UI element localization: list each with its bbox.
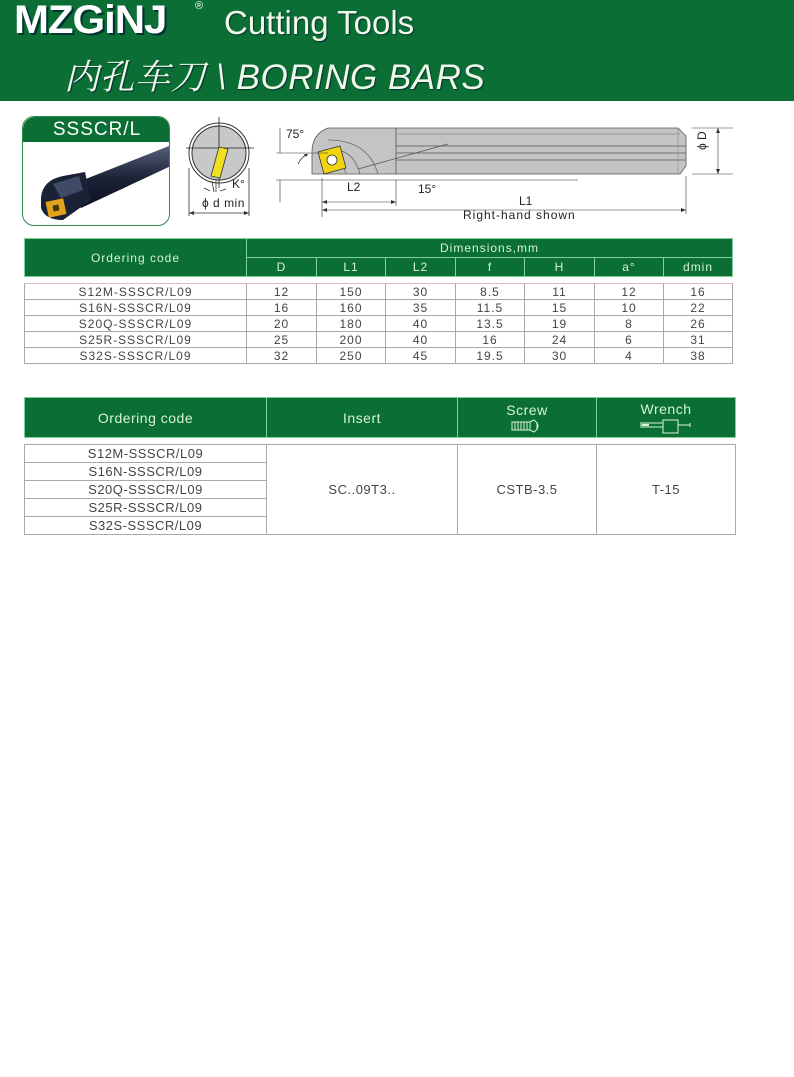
insert-header: Insert (267, 398, 458, 438)
cell-h: 15 (525, 300, 595, 316)
parts-table (24, 397, 736, 535)
l2-label: L2 (347, 180, 361, 194)
side-view-diagram (268, 122, 738, 222)
cell-l1: 150 (317, 284, 386, 300)
cell-d: 32 (247, 348, 317, 364)
cell-a: 4 (595, 348, 664, 364)
cell-f: 11.5 (456, 300, 525, 316)
cell-h: 24 (525, 332, 595, 348)
dimensions-group-header: Dimensions,mm (247, 239, 733, 258)
cell-dmin: 22 (664, 300, 733, 316)
cell-l2: 45 (386, 348, 456, 364)
header-subtitle: 内孔车刀 \ BORING BARS (64, 58, 486, 97)
col-header-dmin: dmin (664, 258, 733, 277)
cell-l2: 30 (386, 284, 456, 300)
k-angle-label: K° (232, 177, 245, 191)
table-row (25, 348, 733, 364)
ordering-code-header: Ordering code (25, 239, 247, 277)
ordering-code-cell: S32S-SSSCR/L09 (25, 348, 247, 364)
l1-label: L1 (519, 194, 533, 208)
angle-15-label: 15° (418, 182, 437, 196)
angle-75-label: 75° (286, 127, 305, 141)
ordering-code-cell: S20Q-SSSCR/L09 (25, 481, 267, 499)
table-row (25, 445, 736, 463)
ordering-code-cell: S25R-SSSCR/L09 (25, 332, 247, 348)
cell-d: 12 (247, 284, 317, 300)
ordering-code-cell: S20Q-SSSCR/L09 (25, 316, 247, 332)
table-row (25, 332, 733, 348)
dimensions-table (24, 238, 733, 364)
cell-f: 8.5 (456, 284, 525, 300)
table-row (25, 300, 733, 316)
cell-d: 25 (247, 332, 317, 348)
screw-header-label: Screw (506, 402, 548, 418)
table-row (25, 284, 733, 300)
ordering-code-cell: S32S-SSSCR/L09 (25, 517, 267, 535)
cell-l1: 160 (317, 300, 386, 316)
diameter-d-label: ϕ D (695, 131, 709, 150)
col-header-l1: L1 (317, 258, 386, 277)
cell-f: 19.5 (456, 348, 525, 364)
cell-d: 20 (247, 316, 317, 332)
cell-h: 30 (525, 348, 595, 364)
cell-f: 13.5 (456, 316, 525, 332)
cell-h: 19 (525, 316, 595, 332)
dmin-label: ϕ d min (202, 196, 245, 210)
col-header-a: a° (595, 258, 664, 277)
table-row (25, 316, 733, 332)
insert-cell: SC..09T3.. (267, 445, 458, 535)
screw-cell: CSTB-3.5 (458, 445, 597, 535)
ordering-code-cell: S25R-SSSCR/L09 (25, 499, 267, 517)
header-banner (0, 0, 794, 101)
screw-header (458, 398, 597, 438)
cell-l1: 180 (317, 316, 386, 332)
cell-a: 8 (595, 316, 664, 332)
cell-dmin: 16 (664, 284, 733, 300)
ordering-code-cell: S16N-SSSCR/L09 (25, 463, 267, 481)
product-photo-card (22, 116, 170, 226)
wrench-cell: T-15 (597, 445, 736, 535)
cell-l2: 40 (386, 316, 456, 332)
cell-l1: 200 (317, 332, 386, 348)
boring-bar-photo-icon (23, 142, 170, 226)
screw-icon (510, 419, 544, 433)
wrench-header (597, 398, 736, 438)
registered-mark: ® (195, 0, 204, 12)
ordering-code-cell: S12M-SSSCR/L09 (25, 445, 267, 463)
cell-l1: 250 (317, 348, 386, 364)
col-header-l2: L2 (386, 258, 456, 277)
model-label: SSSCR/L (23, 117, 170, 142)
cell-a: 6 (595, 332, 664, 348)
col-header-h: H (525, 258, 595, 277)
cell-d: 16 (247, 300, 317, 316)
cell-dmin: 31 (664, 332, 733, 348)
cell-l2: 35 (386, 300, 456, 316)
cell-a: 10 (595, 300, 664, 316)
header-title: Cutting Tools (224, 4, 415, 41)
right-hand-caption: Right-hand shown (463, 208, 576, 222)
cell-f: 16 (456, 332, 525, 348)
ordering-code-cell: S16N-SSSCR/L09 (25, 300, 247, 316)
cell-l2: 40 (386, 332, 456, 348)
col-header-d: D (247, 258, 317, 277)
cell-a: 12 (595, 284, 664, 300)
cell-h: 11 (525, 284, 595, 300)
brand-logo: MZGiNJ (14, 0, 167, 42)
ordering-code-header: Ordering code (25, 398, 267, 438)
cell-dmin: 26 (664, 316, 733, 332)
ordering-code-cell: S12M-SSSCR/L09 (25, 284, 247, 300)
cell-dmin: 38 (664, 348, 733, 364)
col-header-f: f (456, 258, 525, 277)
wrench-icon (640, 418, 692, 434)
wrench-header-label: Wrench (640, 401, 692, 417)
